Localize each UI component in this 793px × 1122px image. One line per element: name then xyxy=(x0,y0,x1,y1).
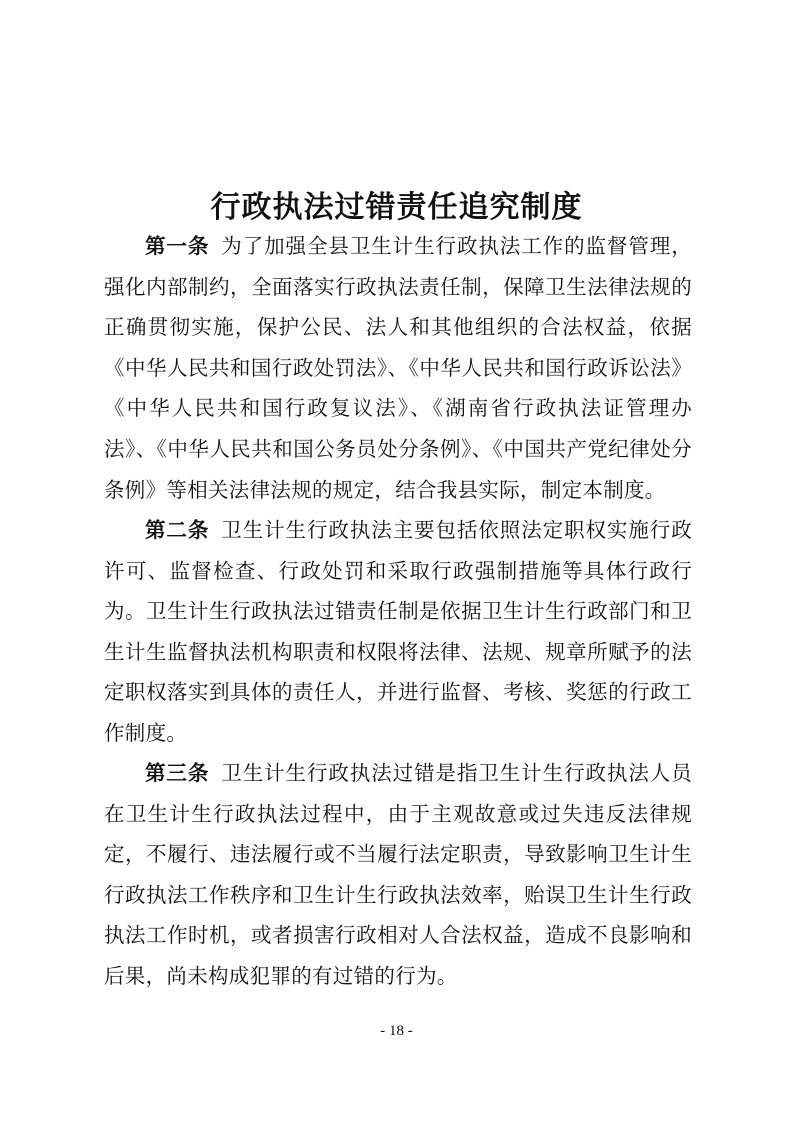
page-number: - 18 - xyxy=(380,1023,413,1039)
article-paragraph-3 xyxy=(104,753,692,997)
article-text-1: 为了加强全县卫生计生行政执法工作的监督管理，强化内部制约，全面落实行政执法责任制，保障卫生法律法规的正确贯彻实施，保护公民、法人和其他组织的合法权益，依据《中华人民共和国行政处罚法》、《中华人民共和国行政诉讼法》《中华人民共和国行政复议法》、《湖南省行政执法证管理办法》、《中华人民共和国公务员处分条例》、《中国共产党纪律处分条例》等相关法律法规的规定，结合我县实际，制定本制度。 xyxy=(104,234,692,502)
article-number-2: 第二条 xyxy=(145,518,210,542)
article-text-3: 卫生计生行政执法过错是指卫生计生行政执法人员在卫生计生行政执法过程中，由于主观故意或过失违反法律规定，不履行、违法履行或不当履行法定职责，导致影响卫生计生行政执法工作秩序和卫生计生行政执法效率，贻误卫生计生行政执法工作时机，或者损害行政相对人合法权益，造成不良影响和后果，尚未构成犯罪的有过错的行为。 xyxy=(104,761,692,988)
article-number-1: 第一条 xyxy=(145,234,210,258)
article-paragraph-2 xyxy=(104,510,692,754)
document-title: 行政执法过错责任追究制度 xyxy=(210,190,583,225)
article-number-3: 第三条 xyxy=(145,761,210,785)
article-text-2: 卫生计生行政执法主要包括依照法定职权实施行政许可、监督检查、行政处罚和采取行政强制措施等具体行政行为。卫生计生行政执法过错责任制是依据卫生计生行政部门和卫生计生监督执法机构职责和权限将法律、法规、规章所赋予的法定职权落实到具体的责任人，并进行监督、考核、奖惩的行政工作制度。 xyxy=(104,518,692,745)
article-paragraph-1 xyxy=(104,226,692,510)
